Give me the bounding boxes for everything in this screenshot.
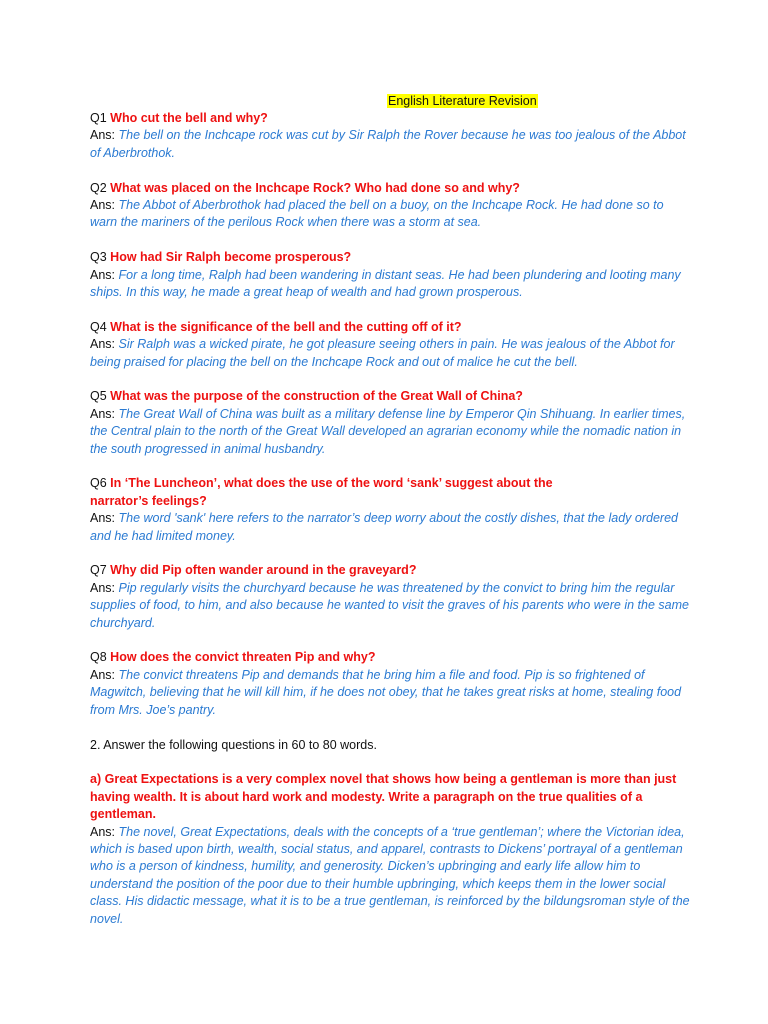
question-line [90, 180, 690, 197]
question-number: Q2 [90, 180, 107, 195]
answer-label: Ans: [90, 511, 116, 526]
qa-item [90, 475, 690, 545]
qa-item [90, 180, 690, 232]
qa-item [90, 110, 690, 162]
question-number: Q6 [90, 476, 107, 491]
question-label: a) [90, 772, 102, 787]
answer-label: Ans: [90, 406, 116, 421]
answer-line [90, 824, 690, 928]
answer-line [90, 336, 690, 371]
answer-text: The bell on the Inchcape rock was cut by Sir Ralph the Rover because he was too jealous of the Abbot of Aberbrothok. [90, 128, 686, 160]
answer-text: The convict threatens Pip and demands that he bring him a file and food. Pip is so frightened of Magwitch, believing that he will kill him, if he does not obey, that he takes great risks at home, stealing food from Mrs. Joe’s pantry. [90, 667, 682, 717]
title-row [90, 93, 690, 110]
answer-text: Sir Ralph was a wicked pirate, he got pleasure seeing others in pain. He was jealous of the Abbot for being praised for placing the bell on the Inchcape Rock and out of malice he cut the bell. [90, 337, 675, 369]
question-number: Q1 [90, 111, 107, 125]
answer-line [90, 406, 690, 458]
question-line [90, 771, 690, 823]
answer-text: The novel, Great Expectations, deals with the concepts of a ‘true gentleman’; where the Victorian idea, which is based upon birth, wealth, social status, and apparel, contrasts to Dickens’ portrayal of a gentleman who is a person of kindness, humility, and generosity. Dicken’s upbringing and early life allow him to understand the position of the poor due to their humble upbringing, which keeps them in the lower social class. His didactic message, what it is to be a true gentleman, is reinforced by the bildungsroman style of the novel. [90, 824, 690, 926]
question-text: In ‘The Luncheon’, what does the use of the word ‘sank’ suggest about the narrator’s feelings? [90, 476, 553, 508]
document-page [90, 93, 690, 928]
question-text: What was placed on the Inchcape Rock? Who had done so and why? [110, 180, 520, 195]
answer-line [90, 127, 690, 162]
qa-item [90, 319, 690, 371]
answer-label: Ans: [90, 824, 116, 839]
question-line [90, 110, 690, 127]
question-line [90, 475, 690, 510]
answer-label: Ans: [90, 128, 116, 143]
qa-item [90, 249, 690, 301]
question-text: What is the significance of the bell and the cutting off of it? [110, 319, 462, 334]
question-text: What was the purpose of the construction of the Great Wall of China? [110, 389, 523, 404]
question-text: Great Expectations is a very complex novel that shows how being a gentleman is more than just having wealth. It is about hard work and modesty. Write a paragraph on the true qualities of a gentleman. [90, 772, 677, 822]
answer-label: Ans: [90, 198, 116, 213]
question-line [90, 319, 690, 336]
qa-item [90, 388, 690, 458]
question-text: Why did Pip often wander around in the graveyard? [110, 563, 417, 578]
page-title: English Literature Revision [388, 94, 537, 108]
answer-label: Ans: [90, 267, 116, 282]
answer-line [90, 510, 690, 545]
question-number: Q7 [90, 563, 107, 578]
question-number: Q8 [90, 650, 107, 665]
answer-text: The Great Wall of China was built as a military defense line by Emperor Qin Shihuang. In earlier times, the Central plain to the north of the Great Wall developed an agrarian economy while the nomadic nation in the south progressed in animal husbandry. [90, 406, 686, 456]
qa-item [90, 771, 690, 928]
question-line [90, 649, 690, 666]
question-number: Q4 [90, 319, 107, 334]
qa-item [90, 562, 690, 632]
answer-text: Pip regularly visits the churchyard because he was threatened by the convict to bring him the regular supplies of food, to him, and also because he wanted to visit the graves of his parents who were in the same churchyard. [90, 580, 689, 630]
qa-item [90, 649, 690, 719]
question-line [90, 562, 690, 579]
answer-label: Ans: [90, 580, 116, 595]
answer-line [90, 580, 690, 632]
question-number: Q3 [90, 250, 107, 265]
answer-label: Ans: [90, 667, 116, 682]
answer-line [90, 267, 690, 302]
answer-text: For a long time, Ralph had been wandering in distant seas. He had been plundering and looting many ships. In this way, he made a great heap of wealth and had grown prosperous. [90, 267, 681, 300]
answer-text: The word 'sank' here refers to the narrator’s deep worry about the costly dishes, that the lady ordered and he had limited money. [90, 511, 678, 543]
question-number: Q5 [90, 389, 107, 404]
section-heading: 2. Answer the following questions in 60 to 80 words. [90, 737, 377, 752]
question-line [90, 249, 690, 266]
answer-line [90, 197, 690, 232]
question-line [90, 388, 690, 405]
question-text: How does the convict threaten Pip and why? [110, 650, 376, 665]
question-text: Who cut the bell and why? [110, 111, 268, 125]
answer-label: Ans: [90, 337, 116, 352]
answer-text: The Abbot of Aberbrothok had placed the bell on a buoy, on the Inchcape Rock. He had done so to warn the mariners of the perilous Rock when there was a storm at sea. [90, 198, 664, 230]
answer-line [90, 667, 690, 719]
question-text: How had Sir Ralph become prosperous? [110, 250, 352, 265]
